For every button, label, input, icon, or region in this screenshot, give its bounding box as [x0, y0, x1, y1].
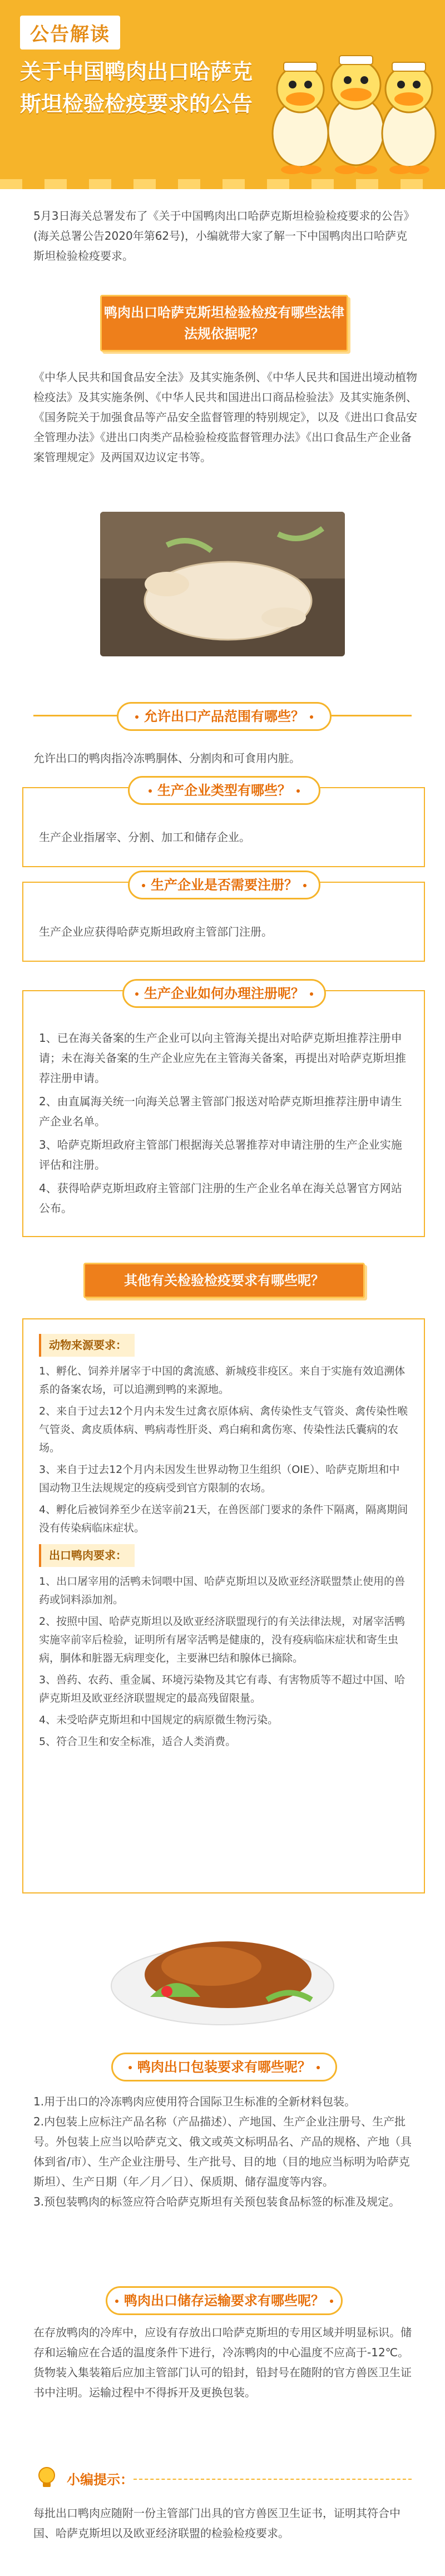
section-packaging-title: 鸭肉出口包装要求有哪些呢？: [111, 2053, 337, 2081]
banner-stripe: [0, 179, 445, 189]
section-quarantine-box: [22, 1318, 425, 1893]
lightbulb-icon: [33, 2464, 60, 2491]
section-enterprise-title: 生产企业类型有哪些？: [128, 776, 320, 805]
raw-duck-photo: [100, 512, 345, 656]
section-laws-title: 鸭肉出口哈萨克斯坦检验检疫有哪些法律法规依据呢？: [100, 295, 348, 352]
tip-title: 小编提示：: [67, 2472, 134, 2488]
section-procedure-title: 生产企业如何办理注册呢？: [122, 979, 326, 1008]
duck-mascot-icon: [261, 39, 439, 184]
meat-item: 4、未受哈萨克斯坦和中国规定的病原微生物污染。: [39, 1714, 279, 1726]
tip-divider: [134, 2479, 412, 2480]
section-registration-title: 生产企业是否需要注册？: [128, 871, 320, 899]
intro-paragraph: 5月3日海关总署发布了《关于中国鸭肉出口哈萨克斯坦检验检疫要求的公告》(海关总署公告2020年第62号)，小编就带大家了解一下中国鸭肉出口哈萨克斯坦检验检疫要求。: [33, 209, 415, 263]
banner-tag: 公告解读: [20, 16, 120, 50]
section-packaging-body: [33, 2092, 417, 2212]
section-scope-body: 允许出口的鸭肉指冷冻鸭胴体、分割肉和可食用内脏。: [33, 751, 300, 765]
section-registration-body: 生产企业应获得哈萨克斯坦政府主管部门注册。: [39, 925, 273, 938]
section-quarantine-title: 其他有关检验检疫要求有哪些呢？: [83, 1263, 365, 1298]
packaging-item: 2.内包装上应标注产品名称（产品描述）、产地国、生产企业注册号、生产批号。外包装上应当以哈萨克文、俄文或英文标明品名、产品的规格、产地（具体到省/市）、生产企业注册号、生产批号、目的地（目的地应当标明为哈萨克斯坦）、生产日期（年／月／日）、保质期、储存温度等内容。: [33, 2115, 412, 2188]
packaging-item: 1.用于出口的冷冻鸭肉应使用符合国际卫生标准的全新材料包装。: [33, 2095, 356, 2108]
tip-body: 每批出口鸭肉应随附一份主管部门出具的官方兽医卫生证书，证明其符合中国、哈萨克斯坦以及欧亚经济联盟的检验检疫要求。: [33, 2506, 400, 2540]
animal-item: 2、来自于过去12个月内未发生过禽衣原体病、禽传染性支气管炎、禽传染性喉气管炎、禽皮质体病、鸭病毒性肝炎、鸡白痢和禽伤寒、传染性法氏囊病的农场。: [39, 1405, 408, 1454]
section-storage-body: 在存放鸭肉的冷库中，应设有存放出口哈萨克斯坦的专用区域并明显标识。储存和运输应在合适的温度条件下进行，冷冻鸭肉的中心温度不应高于-12℃。货物装入集装箱后应加主管部门认可的铅封，铅封号在随附的官方兽医卫生证书中注明。运输过程中不得拆开及更换包装。: [33, 2326, 412, 2399]
meat-item: 5、符合卫生和安全标准，适合人类消费。: [39, 1736, 236, 1748]
section-laws-body: 《中华人民共和国食品安全法》及其实施条例、《中华人民共和国进出境动植物检疫法》及其实施条例、《中华人民共和国进出口商品检验法》及其实施条例、《国务院关于加强食品等产品安全监督管理的特别规定》，以及《进出口食品安全管理办法》《进出口肉类产品检验检疫监督管理办法》《出口食品生产企业备案管理规定》及两国双边议定书等。: [33, 370, 417, 464]
header-banner: [0, 0, 445, 189]
animal-item: 1、孵化、饲养并屠宰于中国的禽流感、新城疫非疫区。来自于实施有效追溯体系的备案农场，可以追溯到鸭的来源地。: [39, 1365, 406, 1396]
procedure-item: 1、已在海关备案的生产企业可以向主管海关提出对哈萨克斯坦推荐注册申请；未在海关备案的生产企业应先在主管海关备案，再提出对哈萨克斯坦推荐注册申请。: [39, 1031, 406, 1085]
section-procedure-box: [22, 990, 425, 1237]
section-enterprise-body: 生产企业指屠宰、分割、加工和储存企业。: [39, 830, 250, 844]
section-storage-title: 鸭肉出口储存运输要求有哪些呢？: [106, 2286, 343, 2315]
meat-heading: 出口鸭肉要求：: [39, 1544, 135, 1567]
procedure-item: 3、哈萨克斯坦政府主管部门根据海关总署推荐对申请注册的生产企业实施评估和注册。: [39, 1138, 402, 1171]
section-scope-title: 允许出口产品范围有哪些？: [117, 702, 332, 731]
procedure-item: 4、获得哈萨克斯坦政府主管部门注册的生产企业名单在海关总署官方网站公布。: [39, 1181, 402, 1215]
roast-duck-photo: [100, 1902, 345, 2036]
animal-origin-heading: 动物来源要求：: [39, 1334, 135, 1357]
page-title: 关于中国鸭肉出口哈萨克斯坦检验检疫要求的公告: [20, 60, 253, 116]
meat-item: 2、按照中国、哈萨克斯坦以及欧亚经济联盟现行的有关法律法规，对屠宰活鸭实施宰前宰后检验，证明所有屠宰活鸭是健康的，没有疫病临床症状和寄生虫病，胴体和脏器无病理变化，主要淋巴结和腺体已摘除。: [39, 1615, 406, 1664]
meat-item: 3、兽药、农药、重金属、环境污染物及其它有毒、有害物质等不超过中国、哈萨克斯坦及欧亚经济联盟规定的最高残留限量。: [39, 1674, 406, 1704]
animal-item: 3、来自于过去12个月内未因发生世界动物卫生组织（OIE）、哈萨克斯坦和中国动物卫生法规规定的疫病受到官方限制的农场。: [39, 1463, 400, 1494]
packaging-item: 3.预包装鸭肉的标签应符合哈萨克斯坦有关预包装食品标签的标准及规定。: [33, 2195, 400, 2208]
meat-item: 1、出口屠宰用的活鸭未饲喂中国、哈萨克斯坦以及欧亚经济联盟禁止使用的兽药或饲料添加剂。: [39, 1575, 406, 1606]
animal-item: 4、孵化后被饲养至少在送宰前21天，在兽医部门要求的条件下隔离，隔离期间没有传染病临床症状。: [39, 1504, 408, 1534]
procedure-item: 2、由直属海关统一向海关总署主管部门报送对哈萨克斯坦推荐注册申请生产企业名单。: [39, 1095, 402, 1128]
